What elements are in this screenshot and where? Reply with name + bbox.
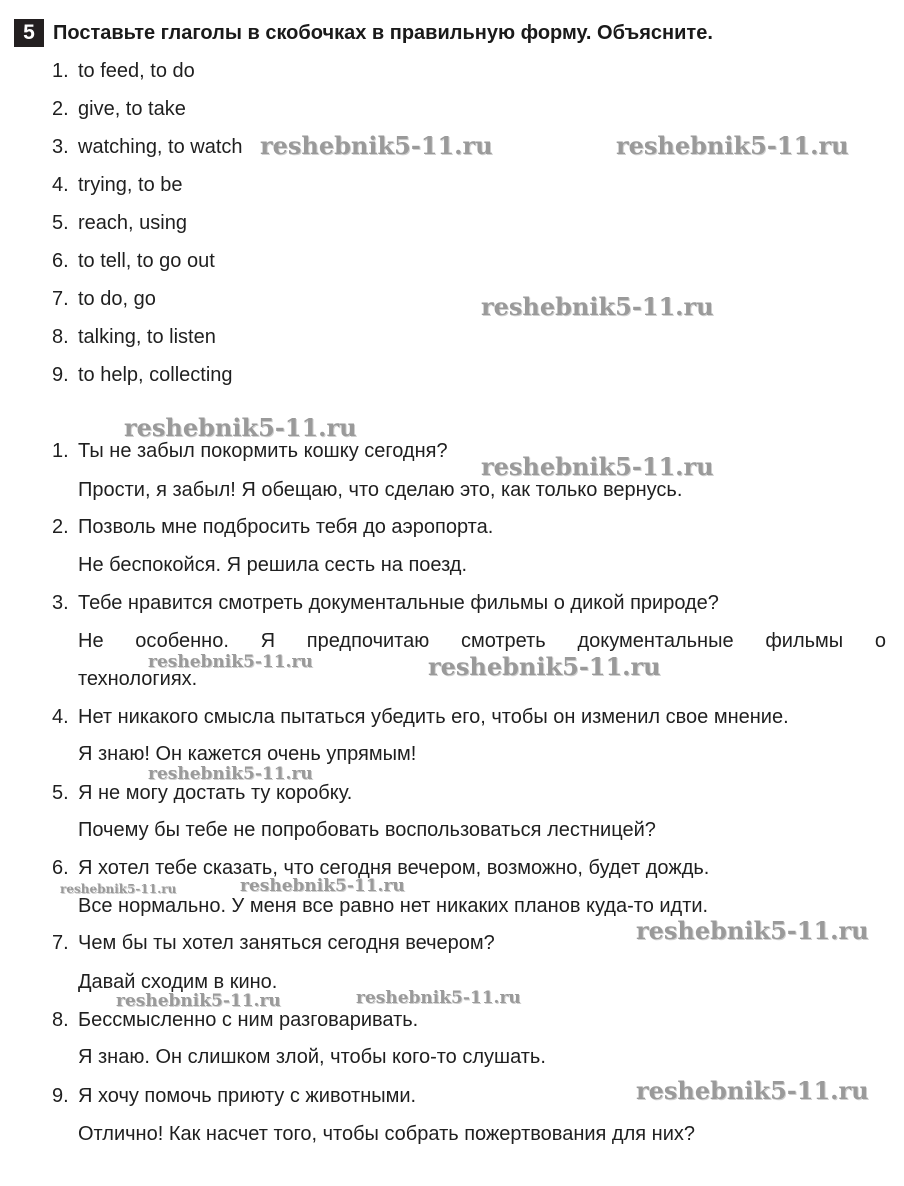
translation-answer: Прости, я забыл! Я обещаю, что сделаю это, как только вернусь.: [78, 479, 683, 501]
answer-number: 3.: [52, 136, 69, 158]
translation-number: 4.: [52, 706, 69, 728]
watermark: reshebnik5-11.ru: [148, 652, 313, 672]
watermark: reshebnik5-11.ru: [124, 413, 357, 442]
translation-answer: Я знаю. Он слишком злой, чтобы кого-то слушать.: [78, 1046, 546, 1068]
watermark: reshebnik5-11.ru: [636, 1076, 869, 1105]
answer-text: to feed, to do: [78, 60, 195, 82]
answer-text: talking, to listen: [78, 326, 216, 348]
watermark: reshebnik5-11.ru: [148, 764, 313, 784]
watermark: reshebnik5-11.ru: [428, 652, 661, 681]
answer-number: 8.: [52, 326, 69, 348]
translation-question: [0, 514, 904, 540]
answer-item: [0, 58, 904, 84]
translation-answer: Все нормально. У меня все равно нет никаких планов куда-то идти.: [78, 895, 709, 917]
answer-text: trying, to be: [78, 174, 183, 196]
translation-number: 7.: [52, 932, 69, 954]
answer-item: [0, 362, 904, 388]
translation-question: [0, 855, 904, 881]
translation-answer: Не особенно. Я предпочитаю смотреть документальные фильмы о: [78, 630, 886, 652]
translation-answer: Давай сходим в кино.: [78, 971, 278, 993]
watermark: reshebnik5-11.ru: [616, 131, 849, 160]
answer-item: [0, 324, 904, 350]
answer-number: 4.: [52, 174, 69, 196]
answer-text: give, to take: [78, 98, 186, 120]
answer-text: watching, to watch: [78, 136, 243, 158]
exercise-number-badge: 5: [14, 19, 44, 47]
answer-number: 6.: [52, 250, 69, 272]
translation-question-text: Я хотел тебе сказать, что сегодня вечером, возможно, будет дождь.: [78, 857, 710, 879]
watermark: reshebnik5-11.ru: [356, 988, 521, 1008]
translation-answer: Я знаю! Он кажется очень упрямым!: [78, 743, 417, 765]
translation-question-text: Чем бы ты хотел заняться сегодня вечером?: [78, 932, 495, 954]
translation-answer: Отлично! Как насчет того, чтобы собрать пожертвования для них?: [78, 1123, 695, 1145]
exercise-instruction: Поставьте глаголы в скобочках в правильную форму. Объясните.: [53, 22, 713, 44]
translation-question: [0, 780, 904, 806]
answer-text: reach, using: [78, 212, 187, 234]
answer-text: to do, go: [78, 288, 156, 310]
translation-question-text: Тебе нравится смотреть документальные фильмы о дикой природе?: [78, 592, 719, 614]
answer-item: [0, 286, 904, 312]
translation-question-text: Ты не забыл покормить кошку сегодня?: [78, 440, 448, 462]
answer-item: [0, 210, 904, 236]
translation-question-text: Бессмысленно с ним разговаривать.: [78, 1009, 419, 1031]
translation-question-text: Я не могу достать ту коробку.: [78, 782, 353, 804]
answer-text: to tell, to go out: [78, 250, 215, 272]
translation-number: 1.: [52, 440, 69, 462]
translation-number: 3.: [52, 592, 69, 614]
watermark: reshebnik5-11.ru: [260, 131, 493, 160]
answer-item: [0, 248, 904, 274]
answer-item: [0, 172, 904, 198]
watermark: reshebnik5-11.ru: [481, 452, 714, 481]
translation-question-text: Нет никакого смысла пытаться убедить его, чтобы он изменил свое мнение.: [78, 706, 789, 728]
answer-number: 1.: [52, 60, 69, 82]
translation-number: 9.: [52, 1085, 69, 1107]
watermark: reshebnik5-11.ru: [240, 876, 405, 896]
answer-number: 9.: [52, 364, 69, 386]
watermark: reshebnik5-11.ru: [60, 882, 177, 896]
answer-number: 5.: [52, 212, 69, 234]
translation-question-text: Позволь мне подбросить тебя до аэропорта.: [78, 516, 494, 538]
watermark: reshebnik5-11.ru: [116, 991, 281, 1011]
watermark: reshebnik5-11.ru: [481, 292, 714, 321]
translation-question: [0, 704, 904, 730]
translation-question: [0, 590, 904, 616]
translation-number: 8.: [52, 1009, 69, 1031]
answer-number: 2.: [52, 98, 69, 120]
watermark: reshebnik5-11.ru: [636, 916, 869, 945]
translation-answer: Не беспокойся. Я решила сесть на поезд.: [78, 554, 468, 576]
translation-question-text: Я хочу помочь приюту с животными.: [78, 1085, 417, 1107]
translation-number: 2.: [52, 516, 69, 538]
translation-number: 5.: [52, 782, 69, 804]
answer-number: 7.: [52, 288, 69, 310]
answer-item: [0, 96, 904, 122]
translation-answer: Почему бы тебе не попробовать воспользоваться лестницей?: [78, 819, 656, 841]
translation-answer-continued: технологиях.: [78, 668, 198, 690]
translation-number: 6.: [52, 857, 69, 879]
answer-text: to help, collecting: [78, 364, 233, 386]
